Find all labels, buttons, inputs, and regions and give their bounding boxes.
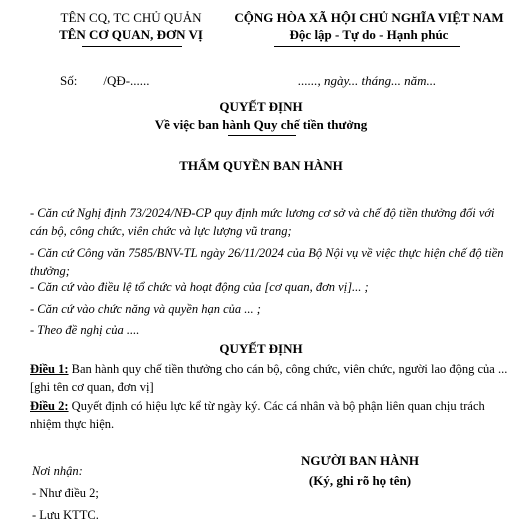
motto-underline [274,46,460,47]
legal-basis-5: - Theo đề nghị của .... [30,323,140,337]
recipient-item-2: - Lưu KTTC. [32,508,99,522]
article-2-label: Điều 2: [30,399,69,413]
legal-basis-3: - Căn cứ vào điều lệ tổ chức và hoạt động của [cơ quan, đơn vị]... ; [30,280,369,294]
article-2 [30,397,510,433]
document-number: Số: /QĐ-...... [60,73,150,88]
signer-note: (Ký, ghi rõ họ tên) [308,473,412,488]
article-1-text: Ban hành quy chế tiền thưởng cho cán bộ, công chức, viên chức, người lao động của ...[ghi tên cơ quan, đơn vị] [30,362,508,394]
legal-basis-2: - Căn cứ Công văn 7585/BNV-TL ngày 26/11/2024 của Bộ Nội vụ về việc thực hiện chế độ tiền thưởng; [30,246,504,278]
agency-name: TÊN CƠ QUAN, ĐƠN VỊ [59,27,203,42]
article-1-label: Điều 1: [30,362,69,376]
recipient-item-1: - Như điều 2; [32,486,99,500]
agency-underline [82,46,182,47]
country-name: CỘNG HÒA XÃ HỘI CHỦ NGHĨA VIỆT NAM [234,10,504,25]
document-title: QUYẾT ĐỊNH [219,99,303,114]
parent-agency-name: TÊN CQ, TC CHỦ QUẢN [60,10,202,25]
legal-basis-1: - Căn cứ Nghị định 73/2024/NĐ-CP quy định mức lương cơ sở và chế độ tiền thưởng đối với cán bộ, công chức, viên chức và lực lượng vũ trang; [30,206,495,238]
authority-heading: THẨM QUYỀN BAN HÀNH [179,158,343,173]
document-subtitle: Về việc ban hành Quy chế tiền thưởng [154,117,368,132]
signer-title: NGƯỜI BAN HÀNH [301,453,419,468]
subtitle-underline [228,135,296,136]
national-motto: Độc lập - Tự do - Hạnh phúc [289,27,449,42]
decision-heading: QUYẾT ĐỊNH [219,341,303,356]
legal-basis-4: - Căn cứ vào chức năng và quyền hạn của ... ; [30,302,261,316]
recipients-heading: Nơi nhận: [32,464,83,478]
article-2-text: Quyết định có hiệu lực kể từ ngày ký. Các cá nhân và bộ phận liên quan chịu trách nhiệm thực hiện. [30,399,485,431]
article-1 [30,360,510,396]
date-line: ......, ngày... tháng... năm... [298,73,437,88]
